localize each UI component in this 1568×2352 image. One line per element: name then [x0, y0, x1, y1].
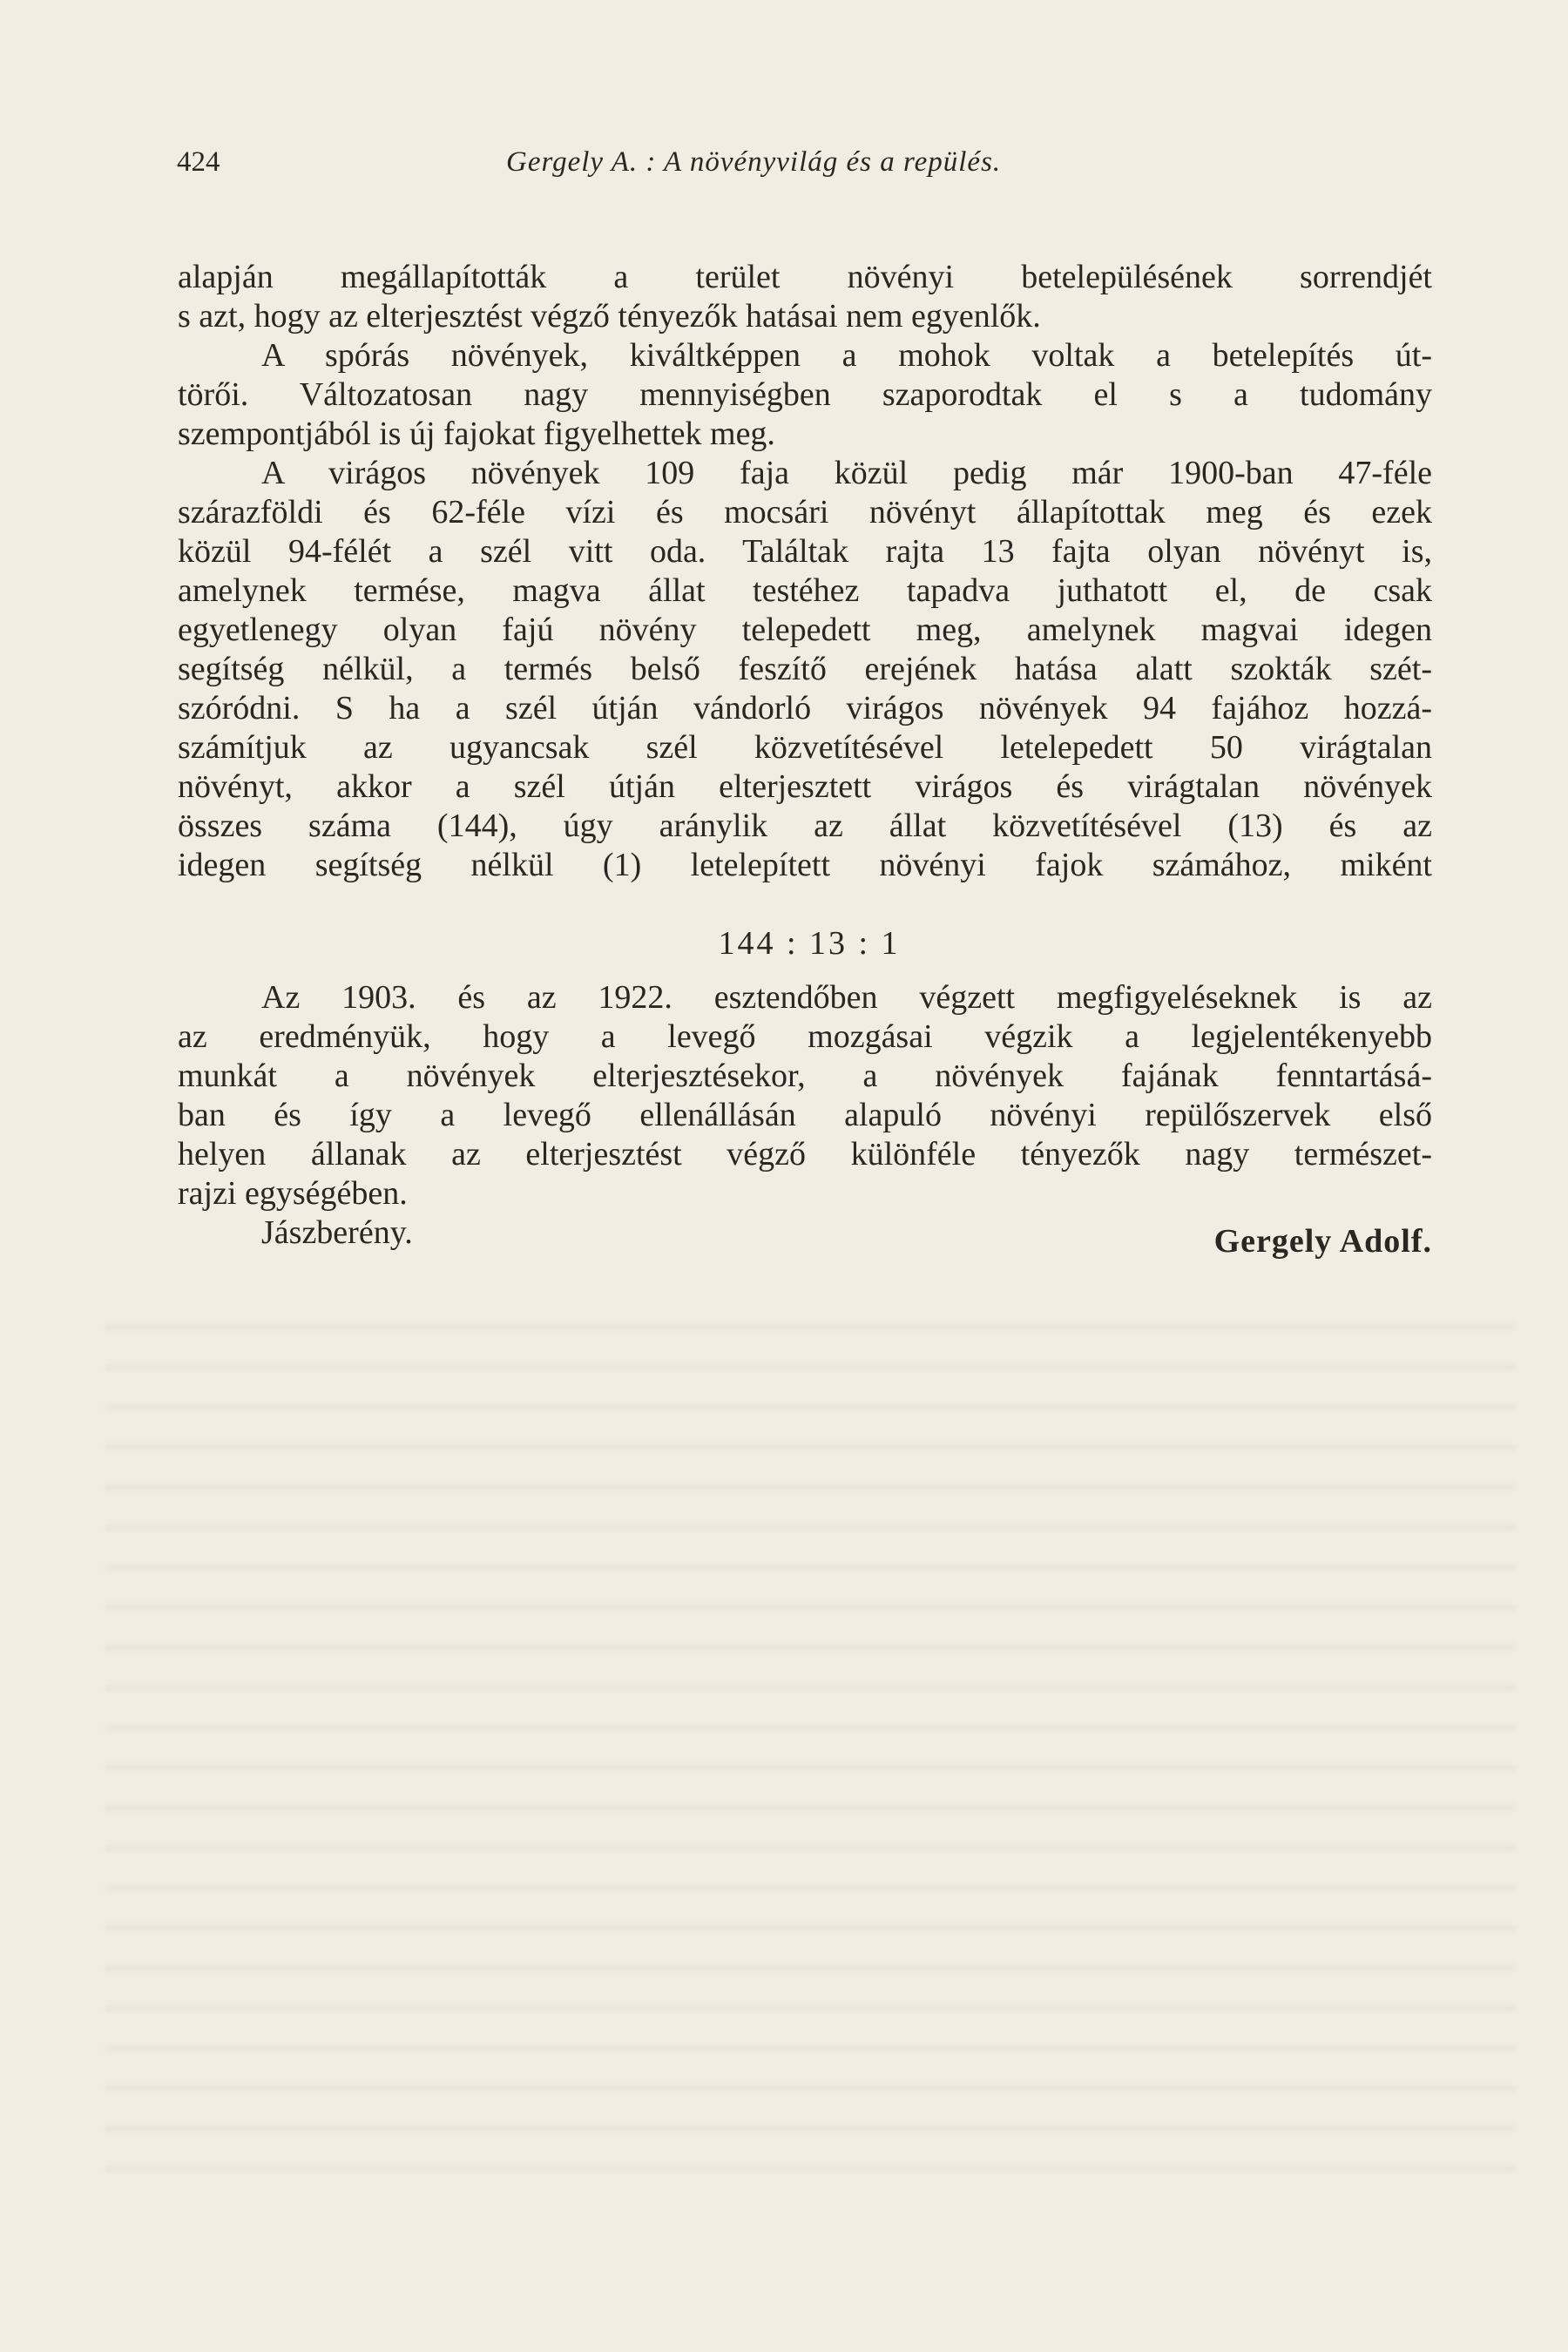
text-line: idegen segítség nélkül (1) letelepített növényi fajok számához, miként: [178, 847, 1432, 883]
text-line: rajzi egységében.: [178, 1175, 408, 1212]
text-line: helyen állanak az elterjesztést végző különféle tényezők nagy természet-: [178, 1136, 1432, 1173]
text-line: számítjuk az ugyancsak szél közvetítésével letelepedett 50 virágtalan: [178, 729, 1432, 766]
closing-row: [178, 1213, 1432, 1260]
text-line: szempontjából is új fajokat figyelhettek meg.: [178, 416, 775, 452]
text-line: segítség nélkül, a termés belső feszítő erejének hatása alatt szokták szét-: [178, 651, 1432, 687]
text-line: egyetlenegy olyan fajú növény telepedett meg, amelynek magvai idegen: [178, 612, 1432, 648]
place-of-writing: Jászberény.: [261, 1214, 413, 1251]
text-line: munkát a növények elterjesztésekor, a növények fajának fenntartásá-: [178, 1058, 1432, 1094]
text-line: A virágos növények 109 faja közül pedig már 1900-ban 47-féle: [261, 455, 1432, 491]
text-line: szárazföldi és 62-féle vízi és mocsári növényt állapítottak meg és ezek: [178, 494, 1432, 531]
text-line: A spórás növények, kiváltképpen a mohok voltak a betelepítés út-: [261, 337, 1432, 374]
text-line: s azt, hogy az elterjesztést végző tényezők hatásai nem egyenlők.: [178, 298, 1041, 335]
page-number: 424: [177, 146, 220, 178]
text-line: az eredményük, hogy a levegő mozgásai végzik a legjelentékenyebb: [178, 1018, 1432, 1055]
text-line: alapján megállapították a terület növényi betelepülésének sorrendjét: [178, 259, 1432, 295]
author-signature: Gergely Adolf.: [1213, 1223, 1432, 1260]
text-line: közül 94-félét a szél vitt oda. Találtak rajta 13 fajta olyan növényt is,: [178, 533, 1432, 570]
spacer: [178, 885, 1432, 920]
text-line: törői. Változatosan nagy mennyiségben szaporodtak el s a tudomány: [178, 376, 1432, 413]
spacer: [178, 968, 1432, 978]
text-line: növényt, akkor a szél útján elterjesztett virágos és virágtalan növények: [178, 768, 1432, 805]
text-line: ban és így a levegő ellenállásán alapuló növényi repülőszervek első: [178, 1097, 1432, 1133]
ratio-formula: 144 : 13 : 1: [718, 925, 901, 962]
text-line: Az 1903. és az 1922. esztendőben végzett megfigyeléseknek is az: [261, 979, 1432, 1016]
article-body: [178, 258, 1432, 1260]
text-line: szóródni. S ha a szél útján vándorló virágos növények 94 fajához hozzá-: [178, 690, 1432, 727]
page-header: [177, 146, 1449, 192]
text-line: összes száma (144), úgy aránylik az állat közvetítésével (13) és az: [178, 808, 1432, 844]
bleed-through-shadow: [105, 1324, 1516, 2195]
running-title: Gergely A. : A növényvilág és a repülés.: [506, 146, 1002, 178]
text-line: amelynek termése, magva állat testéhez tapadva juthatott el, de csak: [178, 572, 1432, 609]
